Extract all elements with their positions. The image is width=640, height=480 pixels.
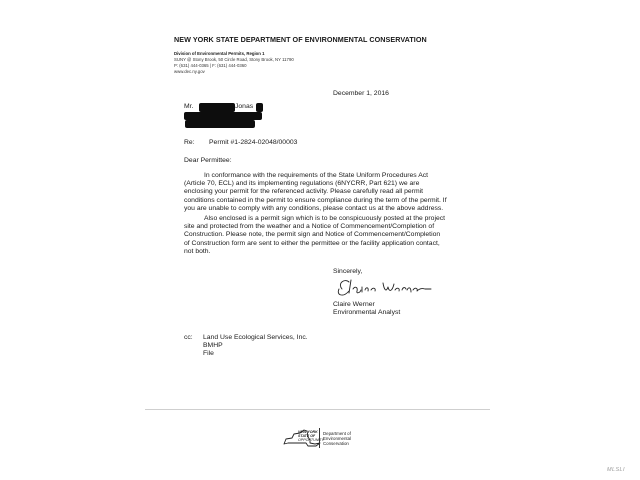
watermark: MLSLI [607,467,625,473]
office-address: SUNY @ Stony Brook, 50 Circle Road, Stony Brook, NY 11790 [174,57,294,62]
footer-divider [145,409,490,410]
body-paragraph-2 [184,215,464,256]
letter-date: December 1, 2016 [333,90,389,97]
office-website: www.dec.ny.gov [174,69,205,74]
cc-item: BMHP [203,342,223,349]
paragraph-line: Also enclosed is a permit sign which is to be conspicuously posted at the project [204,215,446,222]
redaction-block [185,120,255,128]
state-logo-line: OPPORTUNITY. [298,438,325,442]
paragraph-line: Construction. Please note, the permit sign and Notice of Commencement/Completion [184,231,441,239]
body-paragraph-1 [184,172,464,213]
dec-logo-line: Environmental [323,436,352,441]
paragraph-line: (Article 70, ECL) and its implementing regulations (6NYCRR, Part 621) we are [184,180,420,188]
closing: Sincerely, [333,268,363,275]
dec-logo-line: Department of [323,431,351,436]
redaction-block [256,103,263,112]
paragraph-line: site and protected from the weather and a Notice of Commencement/Completion of [184,223,435,231]
dec-logo-line: Conservation [323,441,349,446]
paragraph-line: of Construction form are sent to either the permittee or the facility application contact, [184,239,440,247]
recipient-surname: Jonas [235,103,254,110]
redaction-block [184,112,262,120]
paragraph-line: you are unable to comply with any conditions, please contact us at the above address. [184,204,444,212]
state-logo-line: STATE OF [298,434,316,438]
cc-item: Land Use Ecological Services, Inc. [203,334,308,341]
agency-name: NEW YORK STATE DEPARTMENT OF ENVIRONMENTAL CONSERVATION [174,35,427,44]
salutation: Dear Permittee: [184,157,232,164]
paragraph-line: conditions contained in the permit to ensure compliance during the term of the permit. If [184,196,447,204]
office-phone: P: (631) 444-0365 | F: (631) 444-0360 [174,63,247,68]
division-name: Division of Environmental Permits, Region 1 [174,51,265,56]
logo-divider [319,428,320,448]
signer-name: Claire Werner [333,301,375,308]
cc-item: File [203,350,214,357]
redaction-block [199,103,235,112]
state-logo-line: NEW YORK [298,430,318,434]
paragraph-line: enclosing your permit for the referenced activity. Please carefully read all permit [184,188,424,196]
re-label: Re: [184,139,195,146]
permit-reference: Permit #1-2824-02048/00003 [209,139,298,146]
handwritten-signature [333,275,433,301]
paragraph-line: not both. [184,247,211,255]
recipient-honorific: Mr. [184,103,194,110]
cc-label: cc: [184,334,193,341]
paragraph-line: In conformance with the requirements of the State Uniform Procedures Act [204,172,429,179]
signer-title: Environmental Analyst [333,309,401,316]
